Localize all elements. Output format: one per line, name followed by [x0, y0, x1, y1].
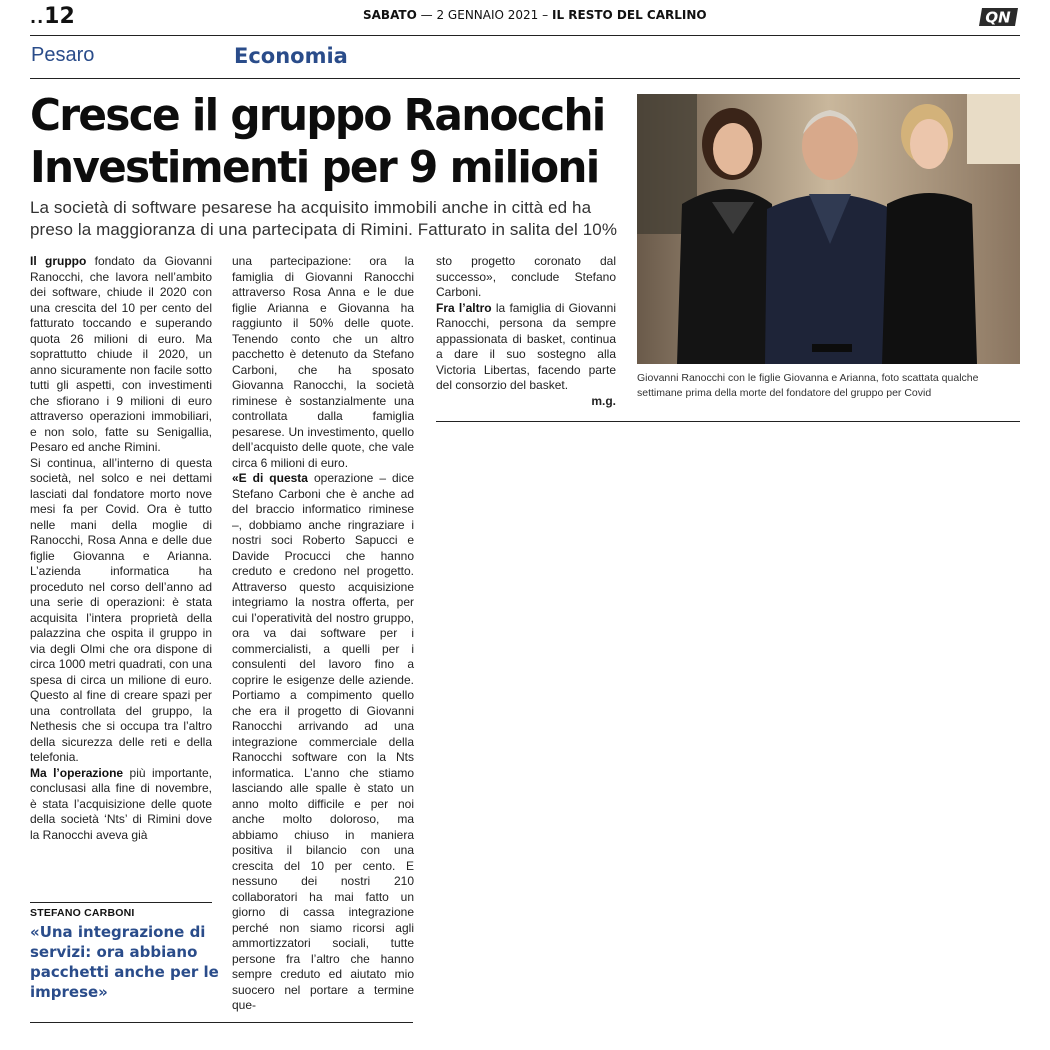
paragraph — [436, 301, 616, 394]
dateline-separator: – — [542, 8, 549, 22]
page-number-value: 12 — [44, 4, 75, 29]
dateline-separator: — — [420, 8, 433, 22]
subheadline: La società di software pesarese ha acquisito immobili anche in città ed ha preso la maggioranza di una partecipata di Rimini. Fatturato in salita del 10% — [30, 198, 618, 239]
paragraph — [30, 456, 212, 766]
paragraph-text: più importante, conclusasi alla fine di novembre, è stata l’acquisizione delle quote della società ‘Nts’ di Rimini dove la Ranocchi aveva già — [30, 765, 212, 842]
page-number — [30, 4, 75, 29]
paragraph-text: fondato da Giovanni Ranocchi, che lavora nell’ambito dei software, chiude il 2020 con una crescita del 10 per cento del fatturato toccando e superando quota 26 milioni di euro. Ma soprattutto chiude il 2020, un anno sicuramente non facile sotto tutti gli aspetti, con investimenti che sfiorano i 9 milioni di euro attraverso operazioni immobiliari, e non solo, fatte su Senigallia, Pesaro ed anche Rimini. — [30, 254, 213, 454]
bottom-rule — [30, 1022, 413, 1023]
article-photo — [637, 94, 1020, 364]
section-divider-rule — [436, 421, 1020, 422]
qn-logo — [978, 6, 1020, 28]
paragraph — [232, 471, 414, 1014]
article-column-2 — [232, 254, 414, 1014]
headline-line-1: Cresce il gruppo Ranocchi — [30, 90, 605, 141]
dateline-paper-name: IL RESTO DEL CARLINO — [551, 8, 707, 22]
photo-caption: Giovanni Ranocchi con le figlie Giovanna e Arianna, foto scattata qualche settimane prima della morte del fondatore del gruppo per Covid — [637, 372, 979, 399]
paragraph-text: la famiglia di Giovanni Ranocchi, persona da sempre appassionata di basket, continua a dare il suo sostegno alla Victoria Libertas, facendo parte del consorzio del basket. — [436, 300, 616, 392]
headline — [30, 90, 606, 194]
headline-line-2: Investimenti per 9 milioni — [30, 142, 599, 193]
paragraph-lead: «E di questa — [232, 471, 308, 485]
dateline-day: SABATO — [363, 8, 417, 22]
section-city: Pesaro — [31, 44, 95, 66]
paragraph-lead: Il gruppo — [30, 254, 87, 268]
paragraph — [30, 766, 212, 844]
dateline-date: 2 GENNAIO 2021 — [436, 8, 539, 22]
paragraph — [232, 254, 414, 471]
section-rule — [30, 78, 1020, 79]
paragraph — [436, 254, 616, 301]
paragraph-text: sto progetto coronato dal successo», conclude Stefano Carboni. — [436, 254, 616, 299]
quote-author: STEFANO CARBONI — [30, 907, 135, 919]
page-number-dots: .. — [30, 8, 45, 27]
paragraph-text: operazione – dice Stefano Carboni che è anche ad del braccio informatico riminese –, dobbiamo anche ringraziare i nostri soci Roberto Sapucci e Davide Procucci che hanno creduto e credono nel progetto. Attraverso questo acquisizione integriamo la nostra offerta, per cui l’operatività del nostro gruppo, ora va dai software per i commercialisti, a quelli per i consulenti del lavoro fino a coprire le esigenze delle aziende. Portiamo a compimento quello che era il progetto di Giovanni Ranocchi arrivando ad una integrazione commerciale della Ranocchi software con la Nts informatica. L’anno che stiamo lasciando alle spalle è stato un anno molto difficile e per noi anche molto doloroso, ma abbiamo chiuso in maniera positiva il bilancio con una crescita del 10 per cento. E nessuno dei nostri 210 collaboratori ha mai fatto un giorno di cassa integrazione perché non siamo ricorsi agli ammortizzatori sociali, tutte persone fra l’altro che hanno sempre creduto ed aiutato mio suocero nel portare a termine que- — [232, 471, 414, 1012]
quote-rule — [30, 902, 212, 903]
paragraph-lead: Ma l’operazione — [30, 765, 124, 780]
article-column-1 — [30, 254, 212, 843]
paragraph-text: una partecipazione: ora la famiglia di Giovanni Ranocchi attraverso Rosa Anna e le due figlie Arianna e Giovanna ha raggiunto il 50% delle quote. Tenendo conto che un altro pacchetto è detenuto da Stefano Carboni, che ha sposato Giovanna Ranocchi, la società riminese è sostanzialmente una controllata dalla famiglia pesarese. Un investimento, quello dell’acquisto delle quote, che vale circa 6 milioni di euro. — [232, 254, 414, 470]
paragraph-lead: Fra l’altro — [436, 300, 492, 315]
paragraph — [30, 254, 212, 456]
paragraph-text: Si continua, all’interno di questa società, nel solco e nei dettami lasciati dal fondatore morto nove mesi fa per Covid. Ora è tutto nelle mani della moglie di Ranocchi, Rosa Anna e delle due figlie Giovanna e Arianna. L’azienda informatica ha proceduto nel corso dell’anno ad una serie di operazioni: è stata acquisita l’intera proprietà della palazzina che ospita il gruppo in via degli Olmi che ora dispone di circa 1000 metri quadrati, con una spesa di circa un milione di euro. Questo al fine di creare spazi per una controllata del gruppo, la Nethesis che si occupa tra l’altro della sicurezza delle reti e della telefonia. — [30, 455, 212, 764]
article-column-3 — [436, 254, 616, 409]
section-topic: Economia — [234, 44, 348, 68]
pull-quote: «Una integrazione di servizi: ora abbiano pacchetti anche per le imprese» — [30, 923, 219, 1001]
qn-logo-text: QN — [985, 8, 1011, 27]
dateline — [363, 8, 707, 22]
author-signature: m.g. — [591, 393, 616, 408]
header-rule — [30, 35, 1020, 36]
